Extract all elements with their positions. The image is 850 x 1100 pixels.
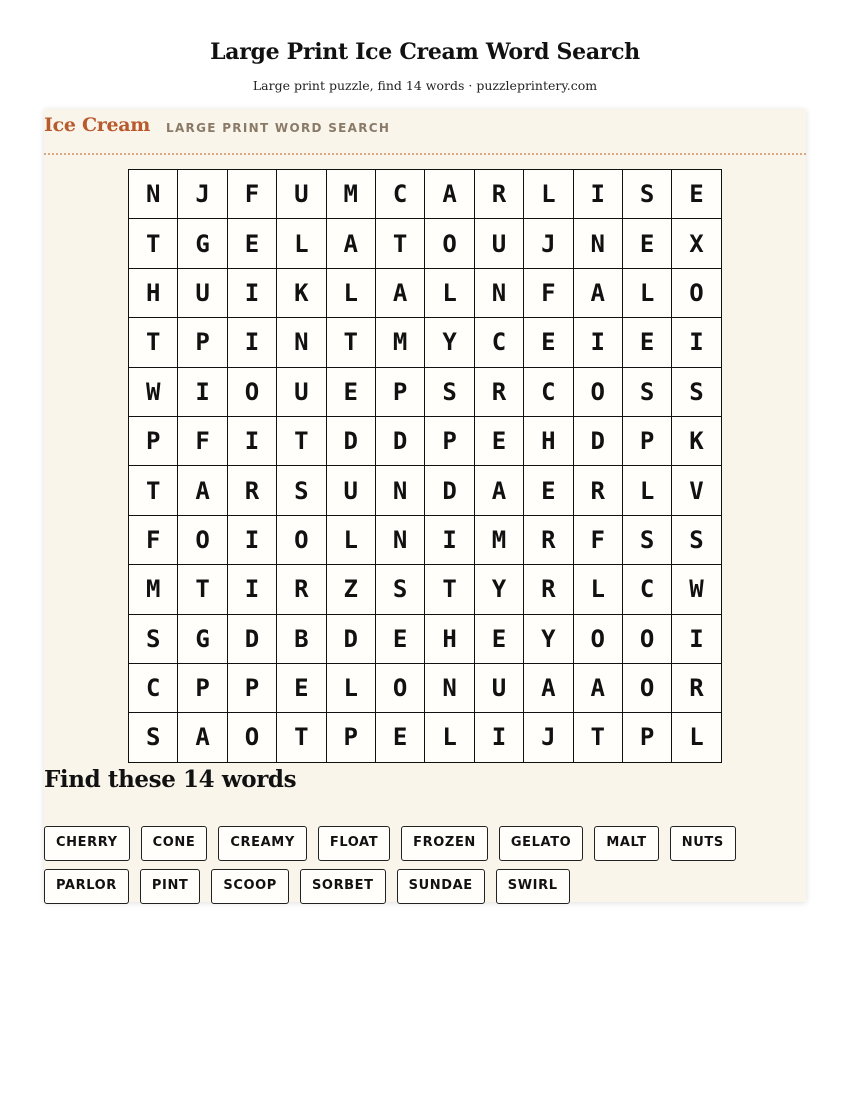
- word-chip[interactable]: FLOAT: [318, 826, 390, 861]
- grid-cell[interactable]: N: [129, 170, 178, 219]
- grid-cell[interactable]: U: [327, 466, 376, 515]
- grid-cell[interactable]: C: [129, 664, 178, 713]
- word-chip[interactable]: CHERRY: [44, 826, 130, 861]
- grid-cell[interactable]: T: [277, 713, 326, 762]
- grid-cell[interactable]: I: [475, 713, 524, 762]
- grid-cell[interactable]: P: [178, 664, 227, 713]
- grid-cell[interactable]: M: [376, 318, 425, 367]
- grid-cell[interactable]: I: [574, 170, 623, 219]
- grid-cell[interactable]: I: [228, 417, 277, 466]
- grid-cell[interactable]: B: [277, 615, 326, 664]
- grid-cell[interactable]: H: [129, 269, 178, 318]
- grid-cell[interactable]: S: [623, 170, 672, 219]
- grid-cell[interactable]: L: [327, 664, 376, 713]
- grid-cell[interactable]: A: [327, 219, 376, 268]
- grid-cell[interactable]: A: [178, 466, 227, 515]
- grid-cell[interactable]: P: [129, 417, 178, 466]
- word-chip[interactable]: PINT: [140, 869, 201, 904]
- grid-cell[interactable]: P: [327, 713, 376, 762]
- word-chip[interactable]: PARLOR: [44, 869, 129, 904]
- grid-cell[interactable]: N: [376, 466, 425, 515]
- grid-cell[interactable]: I: [425, 516, 474, 565]
- grid-cell[interactable]: R: [672, 664, 721, 713]
- grid-cell[interactable]: T: [178, 565, 227, 614]
- grid-cell[interactable]: C: [475, 318, 524, 367]
- grid-cell[interactable]: A: [574, 664, 623, 713]
- grid-cell[interactable]: D: [425, 466, 474, 515]
- grid-cell[interactable]: E: [376, 713, 425, 762]
- words-heading: Find these 14 words: [44, 766, 297, 793]
- letter-grid: [128, 169, 722, 763]
- grid-cell[interactable]: L: [277, 219, 326, 268]
- grid-cell[interactable]: R: [475, 368, 524, 417]
- grid-cell[interactable]: S: [672, 516, 721, 565]
- grid-cell[interactable]: C: [524, 368, 573, 417]
- grid-cell[interactable]: F: [228, 170, 277, 219]
- grid-cell[interactable]: O: [574, 615, 623, 664]
- grid-cell[interactable]: N: [475, 269, 524, 318]
- grid-cell[interactable]: O: [623, 615, 672, 664]
- grid-cell[interactable]: I: [672, 318, 721, 367]
- grid-cell[interactable]: T: [129, 318, 178, 367]
- word-chip[interactable]: CREAMY: [218, 826, 306, 861]
- grid-cell[interactable]: E: [277, 664, 326, 713]
- grid-cell[interactable]: L: [327, 516, 376, 565]
- grid-cell[interactable]: R: [524, 516, 573, 565]
- grid-cell[interactable]: N: [376, 516, 425, 565]
- grid-cell[interactable]: S: [129, 713, 178, 762]
- grid-cell[interactable]: H: [425, 615, 474, 664]
- grid-cell[interactable]: I: [228, 269, 277, 318]
- grid-cell[interactable]: U: [475, 664, 524, 713]
- grid-cell[interactable]: J: [524, 713, 573, 762]
- grid-cell[interactable]: O: [425, 219, 474, 268]
- grid-cell[interactable]: O: [228, 368, 277, 417]
- grid-cell[interactable]: S: [376, 565, 425, 614]
- grid-cell[interactable]: O: [376, 664, 425, 713]
- grid-cell[interactable]: T: [327, 318, 376, 367]
- grid-cell[interactable]: T: [129, 219, 178, 268]
- grid-cell[interactable]: P: [228, 664, 277, 713]
- grid-cell[interactable]: W: [129, 368, 178, 417]
- grid-cell[interactable]: S: [277, 466, 326, 515]
- grid-cell[interactable]: L: [623, 466, 672, 515]
- word-row: [44, 826, 806, 861]
- grid-cell[interactable]: C: [376, 170, 425, 219]
- grid-cell[interactable]: P: [623, 713, 672, 762]
- puzzle-card: [44, 109, 806, 902]
- grid-cell[interactable]: P: [178, 318, 227, 367]
- grid-cell[interactable]: E: [228, 219, 277, 268]
- grid-cell[interactable]: P: [425, 417, 474, 466]
- grid-cell[interactable]: D: [327, 417, 376, 466]
- grid-cell[interactable]: G: [178, 219, 227, 268]
- grid-cell[interactable]: T: [574, 713, 623, 762]
- grid-cell[interactable]: L: [327, 269, 376, 318]
- grid-cell[interactable]: O: [178, 516, 227, 565]
- grid-cell[interactable]: L: [574, 565, 623, 614]
- grid-cell[interactable]: O: [228, 713, 277, 762]
- grid-cell[interactable]: S: [623, 516, 672, 565]
- grid-cell[interactable]: C: [623, 565, 672, 614]
- grid-cell[interactable]: I: [672, 615, 721, 664]
- grid-cell[interactable]: F: [129, 516, 178, 565]
- grid-cell[interactable]: N: [277, 318, 326, 367]
- grid-cell[interactable]: I: [228, 318, 277, 367]
- grid-cell[interactable]: K: [672, 417, 721, 466]
- grid-cell[interactable]: P: [376, 368, 425, 417]
- brand-title: Ice Cream: [44, 114, 151, 136]
- grid-cell[interactable]: N: [574, 219, 623, 268]
- grid-cell[interactable]: L: [672, 713, 721, 762]
- grid-cell[interactable]: D: [574, 417, 623, 466]
- grid-cell[interactable]: U: [178, 269, 227, 318]
- grid-cell[interactable]: K: [277, 269, 326, 318]
- grid-cell[interactable]: Y: [425, 318, 474, 367]
- grid-cell[interactable]: I: [228, 565, 277, 614]
- grid-cell[interactable]: F: [524, 269, 573, 318]
- grid-cell[interactable]: R: [228, 466, 277, 515]
- grid-cell[interactable]: R: [524, 565, 573, 614]
- word-chip[interactable]: GELATO: [499, 826, 583, 861]
- grid-cell[interactable]: A: [178, 713, 227, 762]
- word-chip[interactable]: SCOOP: [211, 869, 289, 904]
- grid-cell[interactable]: S: [425, 368, 474, 417]
- grid-cell[interactable]: T: [129, 466, 178, 515]
- grid-cell[interactable]: R: [574, 466, 623, 515]
- grid-cell[interactable]: E: [524, 466, 573, 515]
- word-bank: [44, 826, 806, 912]
- grid-cell[interactable]: O: [623, 664, 672, 713]
- grid-cell[interactable]: T: [376, 219, 425, 268]
- grid-cell[interactable]: I: [574, 318, 623, 367]
- grid-cell[interactable]: D: [327, 615, 376, 664]
- grid-cell[interactable]: U: [277, 170, 326, 219]
- grid-cell[interactable]: A: [376, 269, 425, 318]
- grid-cell[interactable]: A: [574, 269, 623, 318]
- grid-cell[interactable]: E: [376, 615, 425, 664]
- grid-cell[interactable]: R: [277, 565, 326, 614]
- grid-cell[interactable]: D: [376, 417, 425, 466]
- grid-cell[interactable]: Y: [475, 565, 524, 614]
- grid-cell[interactable]: M: [475, 516, 524, 565]
- page-subtitle: Large print puzzle, find 14 words · puzzleprintery.com: [252, 78, 598, 93]
- grid-cell[interactable]: Z: [327, 565, 376, 614]
- grid-cell[interactable]: A: [425, 170, 474, 219]
- word-chip[interactable]: SWIRL: [496, 869, 570, 904]
- header-kicker: LARGE PRINT WORD SEARCH: [166, 121, 391, 135]
- grid-cell[interactable]: U: [277, 368, 326, 417]
- grid-cell[interactable]: J: [178, 170, 227, 219]
- grid-cell[interactable]: D: [228, 615, 277, 664]
- grid-cell[interactable]: T: [277, 417, 326, 466]
- grid-cell[interactable]: E: [623, 219, 672, 268]
- word-chip[interactable]: MALT: [594, 826, 658, 861]
- grid-cell[interactable]: E: [524, 318, 573, 367]
- grid-cell[interactable]: A: [475, 466, 524, 515]
- grid-cell[interactable]: M: [327, 170, 376, 219]
- grid-cell[interactable]: O: [672, 269, 721, 318]
- grid-cell[interactable]: I: [228, 516, 277, 565]
- grid-cell[interactable]: L: [425, 713, 474, 762]
- grid-cell[interactable]: H: [524, 417, 573, 466]
- grid-cell[interactable]: X: [672, 219, 721, 268]
- grid-cell[interactable]: L: [623, 269, 672, 318]
- grid-cell[interactable]: O: [277, 516, 326, 565]
- grid-cell[interactable]: E: [672, 170, 721, 219]
- grid-cell[interactable]: E: [475, 417, 524, 466]
- grid-cell[interactable]: E: [327, 368, 376, 417]
- grid-cell[interactable]: F: [574, 516, 623, 565]
- grid-cell[interactable]: L: [425, 269, 474, 318]
- grid-cell[interactable]: W: [672, 565, 721, 614]
- grid-cell[interactable]: V: [672, 466, 721, 515]
- word-chip[interactable]: SUNDAE: [397, 869, 485, 904]
- grid-cell[interactable]: N: [425, 664, 474, 713]
- grid-cell[interactable]: S: [672, 368, 721, 417]
- grid-cell[interactable]: R: [475, 170, 524, 219]
- page-title: Large Print Ice Cream Word Search: [210, 39, 640, 65]
- grid-cell[interactable]: F: [178, 417, 227, 466]
- word-chip[interactable]: SORBET: [300, 869, 386, 904]
- word-chip[interactable]: NUTS: [670, 826, 736, 861]
- grid-cell[interactable]: L: [524, 170, 573, 219]
- grid-cell[interactable]: O: [574, 368, 623, 417]
- grid-cell[interactable]: S: [623, 368, 672, 417]
- grid-cell[interactable]: P: [623, 417, 672, 466]
- grid-cell[interactable]: U: [475, 219, 524, 268]
- grid-cell[interactable]: G: [178, 615, 227, 664]
- grid-cell[interactable]: Y: [524, 615, 573, 664]
- card-header: [44, 109, 806, 155]
- grid-cell[interactable]: S: [129, 615, 178, 664]
- grid-cell[interactable]: I: [178, 368, 227, 417]
- word-chip[interactable]: FROZEN: [401, 826, 488, 861]
- grid-cell[interactable]: T: [425, 565, 474, 614]
- grid-cell[interactable]: A: [524, 664, 573, 713]
- word-row: [44, 869, 806, 904]
- grid-cell[interactable]: M: [129, 565, 178, 614]
- word-chip[interactable]: CONE: [141, 826, 208, 861]
- grid-cell[interactable]: E: [623, 318, 672, 367]
- grid-cell[interactable]: E: [475, 615, 524, 664]
- grid-cell[interactable]: J: [524, 219, 573, 268]
